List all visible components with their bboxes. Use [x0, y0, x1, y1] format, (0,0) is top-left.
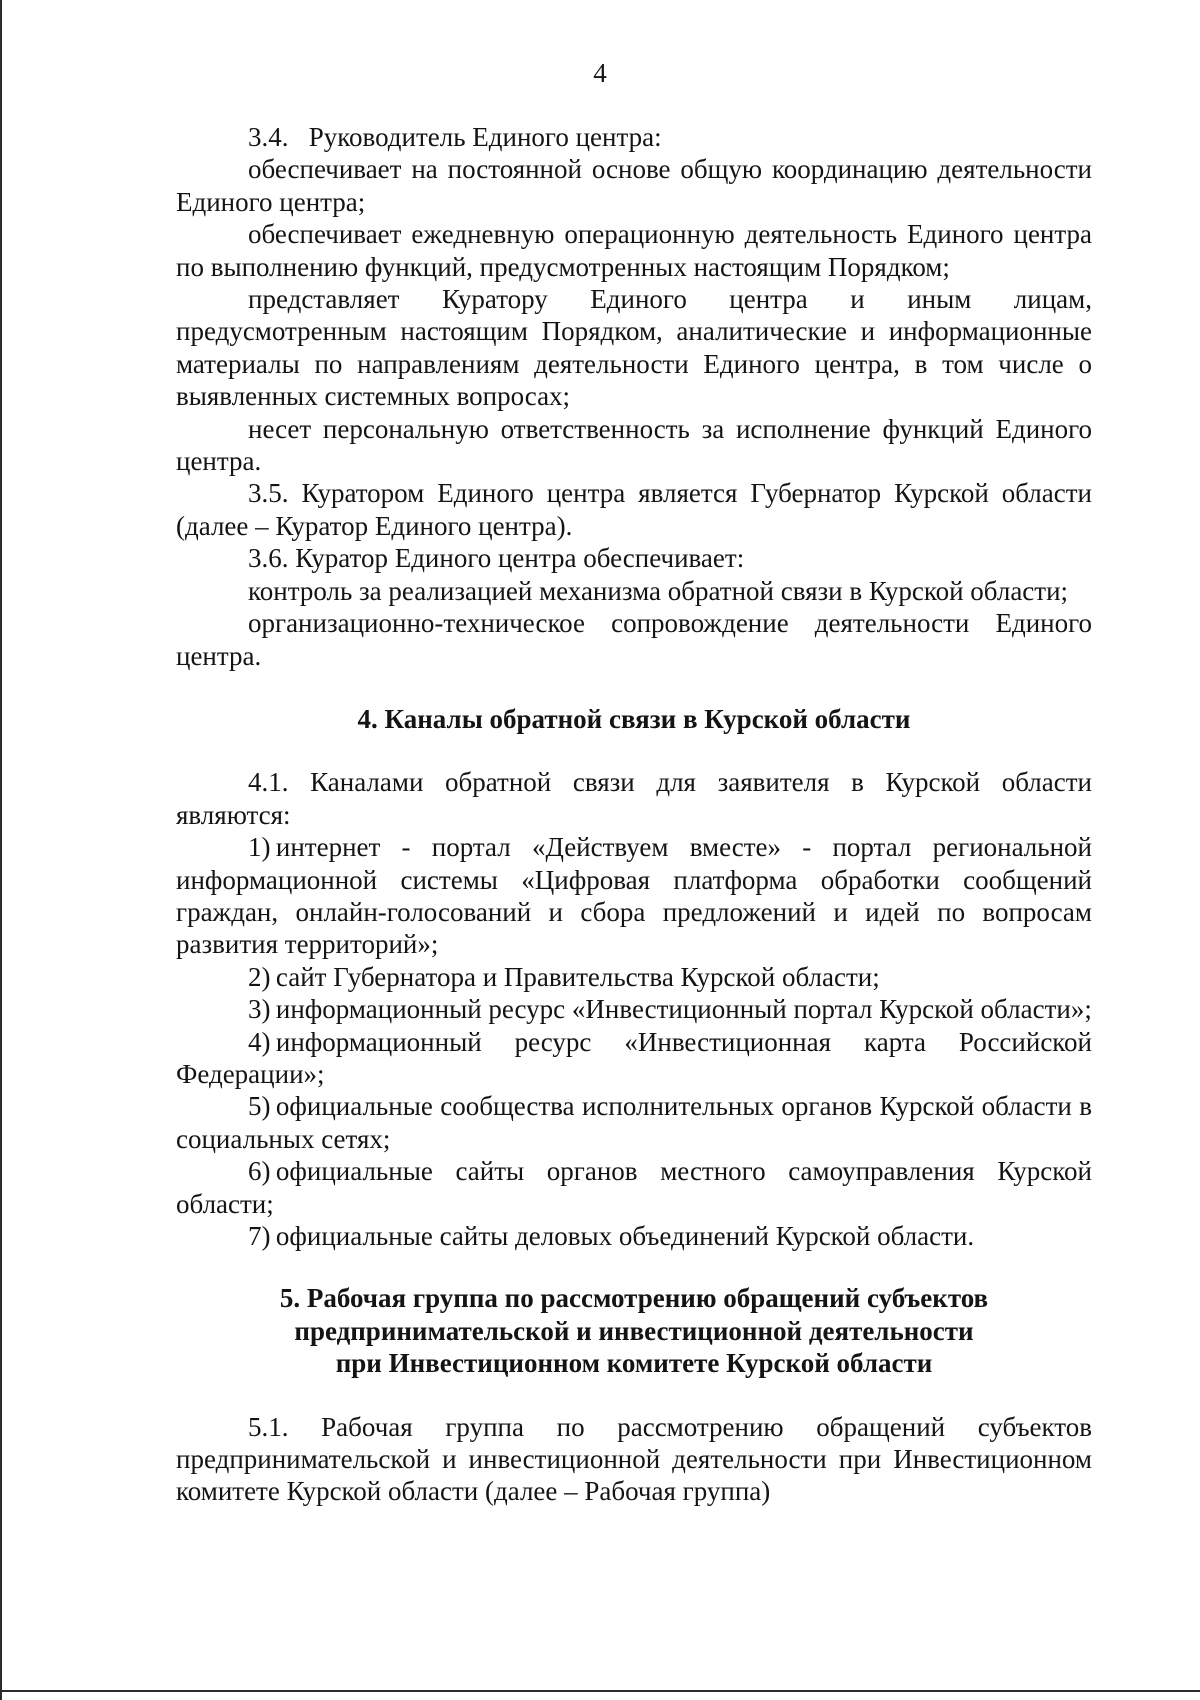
section-5-title-line: при Инвестиционном комитете Курской области — [335, 1348, 933, 1379]
section-4-title: 4. Каналы обратной связи в Курской области — [357, 703, 911, 734]
list-item: 1) интернет - портал «Действуем вместе» - портал региональной информационной системы «Цифровая платформа обработки сообщений граждан, онлайн-голосований и сбора предложений и идей по вопросам развития территорий»; — [176, 832, 1092, 960]
paragraph-3-4-d: несет персональную ответственность за исполнение функций Единого центра. — [176, 413, 1092, 477]
paragraph-3-6-b: организационно-техническое сопровождение деятельности Единого центра. — [176, 608, 1092, 671]
paragraph-3-6-title: 3.6. Куратор Единого центра обеспечивает: — [248, 543, 745, 574]
paragraph-3-5: 3.5. Куратором Единого центра является Губернатор Курской области (далее – Куратор Единого центра). — [176, 478, 1092, 541]
paragraph-3-6-a: контроль за реализацией механизма обратной связи в Курской области; — [248, 575, 1069, 606]
section-5-title-line: 5. Рабочая группа по рассмотрению обращений субъектов — [279, 1283, 989, 1314]
list-item: 4) информационный ресурс «Инвестиционная карта Российской Федерации»; — [176, 1026, 1092, 1089]
list-item: 7) официальные сайты деловых объединений Курской области. — [248, 1221, 975, 1251]
section-5-title — [176, 1282, 1092, 1379]
paragraph-3-4-a: обеспечивает на постоянной основе общую координацию деятельности Единого центра; — [176, 154, 1092, 217]
list-item: 3) информационный ресурс «Инвестиционный портал Курской области»; — [248, 994, 1092, 1025]
paragraph-3-4-title: 3.4. Руководитель Единого центра: — [248, 122, 662, 152]
paragraph-3-4-b: обеспечивает ежедневную операционную деятельность Единого центра по выполнению функций, предусмотренных настоящим Порядком; — [176, 219, 1092, 282]
paragraph-5-1: 5.1. Рабочая группа по рассмотрению обращений субъектов предпринимательской и инвестиционной деятельности при Инвестиционном комитете Курской области (далее – Рабочая группа) — [176, 1411, 1092, 1507]
scan-bottom-edge — [0, 1690, 1200, 1692]
list-item: 5) официальные сообщества исполнительных органов Курской области в социальных сетях; — [176, 1091, 1092, 1154]
paragraph-3-4-c: представляет Куратору Единого центра и иным лицам, предусмотренным настоящим Порядком, аналитические и информационные материалы по направлениям деятельности Единого центра, в том числе о выявленных системных вопросах; — [176, 284, 1092, 412]
page-number: 4 — [593, 58, 607, 88]
list-item: 2) сайт Губернатора и Правительства Курской области; — [248, 961, 880, 992]
paragraph-4-1: 4.1. Каналами обратной связи для заявителя в Курской области являются: — [176, 767, 1092, 830]
section-5-title-line: предпринимательской и инвестиционной деятельности — [294, 1315, 974, 1346]
document-body — [176, 121, 1092, 1508]
scan-left-edge — [0, 0, 2, 1700]
list-item: 6) официальные сайты органов местного самоуправления Курской области; — [176, 1156, 1092, 1219]
